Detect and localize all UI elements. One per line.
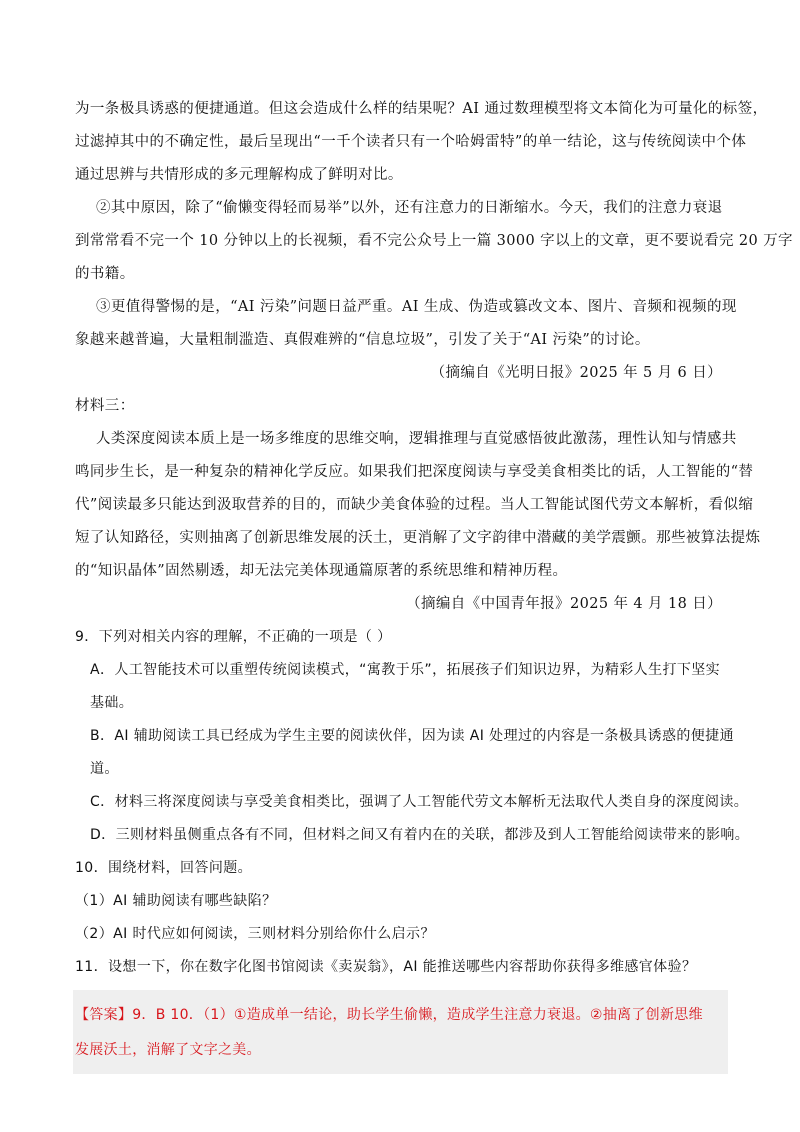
material3-source: （摘编自《中国青年报》2025 年 4 月 18 日） (406, 596, 722, 612)
material2-line-1: 为一条极具诱惑的便捷通道。但这会造成什么样的结果呢？AI 通过数理模型将文本简化为可量化的标签， (75, 101, 768, 117)
answer-line-1: 【答案】9．B 10．（1）①造成单一结论，助长学生偷懒，造成学生注意力衰退。②抽离了创新思维 (75, 1007, 703, 1023)
material3-line-2: 鸣同步生长，是一种复杂的精神化学反应。如果我们把深度阅读与享受美食相类比的话，人工智能的“替 (75, 464, 754, 480)
material3-line-3: 代”阅读最多只能达到汲取营养的目的，而缺少美食体验的过程。当人工智能试图代劳文本解析，看似缩 (75, 497, 754, 513)
material2-line-8: 象越来越普遍，大量粗制滥造、真假难辨的“信息垃圾”，引发了关于“AI 污染”的讨论。 (75, 332, 650, 348)
question-9-option-c: C．材料三将深度阅读与享受美食相类比，强调了人工智能代劳文本解析无法取代人类自身的深度阅读。 (90, 794, 749, 810)
material3-line-1: 人类深度阅读本质上是一场多维度的思维交响，逻辑推理与直觉感悟彼此激荡，理性认知与情感共 (96, 431, 737, 447)
material2-source: （摘编自《光明日报》2025 年 5 月 6 日） (430, 365, 722, 381)
material2-line-4: ②其中原因，除了“偷懒变得轻而易举”以外，还有注意力的日渐缩水。今天，我们的注意力衰退 (96, 200, 723, 216)
question-11: 11．设想一下，你在数字化图书馆阅读《卖炭翁》，AI 能推送哪些内容帮助你获得多维感官体验？ (75, 959, 697, 975)
question-9: 9．下列对相关内容的理解，不正确的一项是（ ） (75, 629, 392, 645)
question-9-option-b: B．AI 辅助阅读工具已经成为学生主要的阅读伙伴，因为读 AI 处理过的内容是一条极具诱惑的便捷通 (90, 728, 734, 744)
question-10-sub-2: （2）AI 时代应如何阅读，三则材料分别给你什么启示？ (75, 926, 435, 942)
question-9-option-a-cont: 基础。 (90, 695, 134, 711)
material3-line-5: 的“知识晶体”固然剔透，却无法完美体现通篇原著的系统思维和精神历程。 (75, 563, 568, 579)
question-9-option-a: A．人工智能技术可以重塑传统阅读模式，“寓教于乐”，拓展孩子们知识边界，为精彩人生打下坚实 (90, 662, 721, 678)
material3-line-4: 短了认知路径，实则抽离了创新思维发展的沃土，更消解了文字韵律中潜藏的美学震颤。那些被算法提炼 (75, 530, 761, 546)
material3-heading: 材料三： (75, 398, 135, 414)
answer-box (73, 990, 728, 1074)
material2-line-2: 过滤掉其中的不确定性，最后呈现出“一千个读者只有一个哈姆雷特”的单一结论，这与传统阅读中个体 (75, 134, 747, 150)
material2-line-7: ③更值得警惕的是，“AI 污染”问题日益严重。AI 生成、伪造或篡改文本、图片、音频和视频的现 (96, 299, 737, 315)
question-9-option-b-cont: 道。 (90, 761, 119, 777)
material2-line-6: 的书籍。 (75, 266, 135, 282)
material2-line-5: 到常常看不完一个 10 分钟以上的长视频，看不完公众号上一篇 3000 字以上的文章，更不要说看完 20 万字 (75, 233, 793, 249)
question-9-option-d: D．三则材料虽侧重点各有不同，但材料之间又有着内在的关联，都涉及到人工智能给阅读带来的影响。 (90, 827, 750, 843)
question-10: 10．围绕材料，回答问题。 (75, 860, 253, 876)
answer-line-2: 发展沃土，消解了文字之美。 (75, 1042, 261, 1058)
question-10-sub-1: （1）AI 辅助阅读有哪些缺陷？ (75, 893, 277, 909)
material2-line-3: 通过思辨与共情形成的多元理解构成了鲜明对比。 (75, 167, 403, 183)
